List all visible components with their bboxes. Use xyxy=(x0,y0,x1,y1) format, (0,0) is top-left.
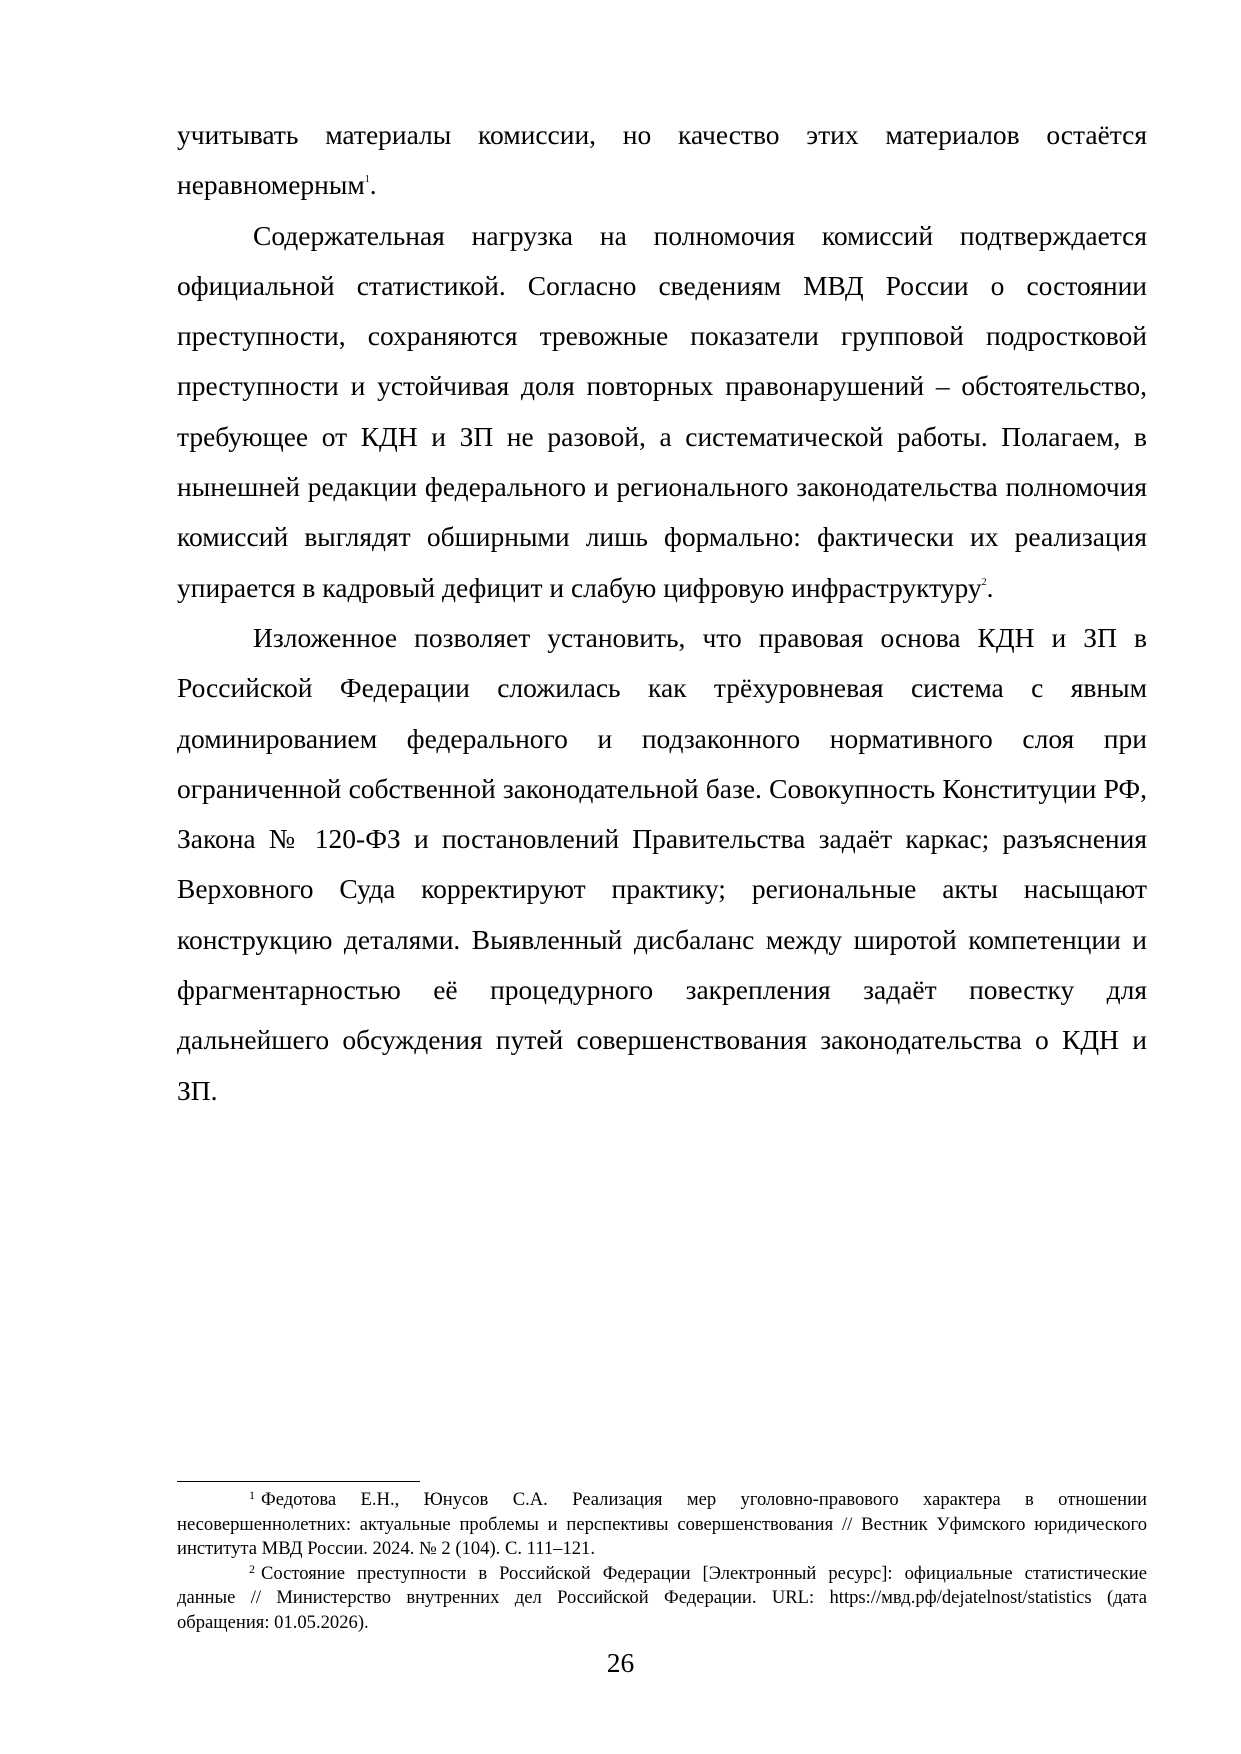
page-number: 26 xyxy=(606,1647,635,1678)
footnote-number: 2 xyxy=(249,1561,255,1576)
footnote-text: Состояние преступности в Российской Федерации [Электронный ресурс]: официальные статистические данные // Министерство внутренних дел Российской Федерации. URL: https://мвд.рф/dejatelnost/statistics (дата обращения: 01.05.2026). xyxy=(177,1562,1147,1633)
paragraph-conclusion xyxy=(177,613,1147,1116)
footnotes xyxy=(177,1488,1147,1635)
paragraph-text: Изложенное позволяет установить, что правовая основа КДН и ЗП в Российской Федерации сложилась как трёхуровневая система с явным доминированием федерального и подзаконного нормативного слоя при ограниченной собственной законодательной базе. Совокупность Конституции РФ, Закона № 120-ФЗ и постановлений Правительства задаёт каркас; разъяснения Верховного Суда корректируют практику; региональные акты насыщают конструкцию деталями. Выявленный дисбаланс между широтой компетенции и фрагментарностью её процедурного закрепления задаёт повестку для дальнейшего обсуждения путей совершенствования законодательства о КДН и ЗП. xyxy=(177,621,1147,1106)
paragraph-continuation xyxy=(177,110,1147,211)
footnote-reference[interactable]: 1 xyxy=(364,174,370,186)
footnote-item xyxy=(177,1562,1147,1636)
body-text xyxy=(177,110,1147,1116)
paragraph-text: Содержательная нагрузка на полномочия комиссий подтверждается официальной статистикой. Согласно сведениям МВД России о состоянии преступности, сохраняются тревожные показатели групповой подростковой преступности и устойчивая доля повторных правонарушений – обстоятельство, требующее от КДН и ЗП не разовой, а систематической работы. Полагаем, в нынешней редакции федерального и регионального законодательства полномочия комиссий выглядят обширными лишь формально: фактически их реализация упирается в кадровый дефицит и слабую цифровую инфраструктуру xyxy=(177,219,1147,603)
paragraph-tail: . xyxy=(369,169,377,201)
footnote-reference[interactable]: 2 xyxy=(981,576,987,588)
paragraph-text: учитывать материалы комиссии, но качество этих материалов остаётся неравномерным xyxy=(177,119,1147,201)
footnote-item xyxy=(177,1488,1147,1562)
footnote-number: 1 xyxy=(249,1488,255,1502)
paragraph-statistics xyxy=(177,211,1147,613)
footnote-separator xyxy=(177,1481,420,1482)
footnote-text: Федотова Е.Н., Юнусов С.А. Реализация мер уголовно-правового характера в отношении несовершеннолетних: актуальные проблемы и перспективы совершенствования // Вестник Уфимского юридического института МВД России. 2024. № 2 (104). С. 111–121. xyxy=(177,1489,1147,1559)
paragraph-tail: . xyxy=(986,571,994,603)
